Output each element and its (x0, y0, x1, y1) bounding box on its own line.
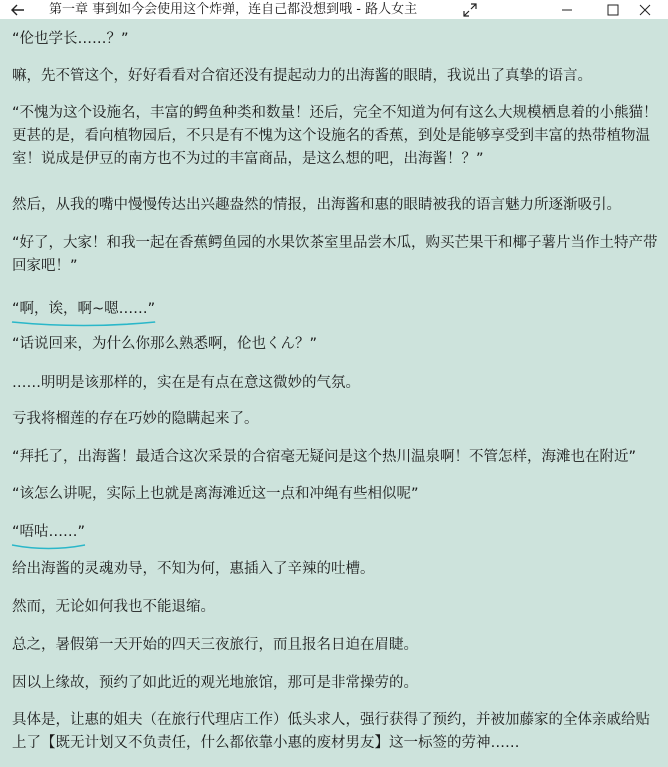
paragraph: 然而，无论如何我也不能退缩。 (12, 599, 215, 615)
paragraph: “拜托了，出海酱！最适合这次采景的合宿毫无疑问是这个热川温泉啊！不管怎样，海滩也在附近” (12, 449, 637, 465)
paragraph: 总之，暑假第一天开始的四天三夜旅行，而且报名日迫在眉睫。 (12, 637, 418, 653)
paragraph: “不愧为这个设施名，丰富的鳄鱼种类和数量！还后，完全不知道为何有这么大规模栖息着的小熊猫！更甚的是，看向植物园后，不只是有不愧为这个设施名的香蕉，到处是能够享受到丰富的热带植物温室！说成是伊豆的南方也不为过的丰富商品，是这么想的吧，出海酱！？” (12, 105, 658, 167)
paragraph-highlighted (12, 521, 662, 544)
highlighted-text[interactable] (12, 521, 85, 544)
close-button[interactable] (622, 0, 668, 19)
arrow-left-icon (11, 4, 25, 16)
back-button[interactable] (0, 0, 36, 19)
paragraph-highlighted (12, 298, 662, 321)
paragraph: “伦也学长……？” (12, 31, 129, 47)
highlight-underline (12, 320, 155, 328)
paragraph: “话说回来，为什么你那么熟悉啊，伦也くん？” (12, 336, 318, 352)
paragraph: 具体是，让惠的姐夫（在旅行代理店工作）低头求人，强行获得了预约，并被加藤家的全体亲戚给贴上了【既无计划又不负责任，什么都依靠小惠的废材男友】这一标签的劳神…… (12, 712, 650, 751)
window-title: 第一章 事到如今会使用这个炸弹，连自己都没想到哦 - 路人女主 (49, 2, 418, 17)
title-bar (0, 0, 668, 19)
expand-button[interactable] (461, 0, 479, 19)
minimize-button[interactable] (544, 0, 590, 19)
highlighted-text[interactable] (12, 298, 155, 321)
paragraph: 亏我将榴莲的存在巧妙的隐瞒起来了。 (12, 411, 259, 427)
highlight-underline (12, 543, 85, 551)
paragraph: “该怎么讲呢，实际上也就是离海滩近这一点和冲绳有些相似呢” (12, 486, 419, 502)
paragraph: 嘛，先不管这个，好好看看对合宿还没有提起动力的出海酱的眼睛，我说出了真挚的语言。 (12, 68, 592, 84)
paragraph: 然后，从我的嘴中慢慢传达出兴趣盎然的情报，出海酱和惠的眼睛被我的语言魅力所逐渐吸引。 (12, 197, 621, 213)
highlight-text: “啊，诶，啊~嗯……” (12, 301, 156, 317)
paragraph: “好了，大家！和我一起在香蕉鳄鱼园的水果饮茶室里品尝木瓜，购买芒果干和椰子薯片当作土特产带回家吧！” (12, 235, 658, 274)
expand-icon (463, 3, 477, 17)
paragraph: 给出海酱的灵魂劝导，不知为何，惠插入了辛辣的吐槽。 (12, 561, 375, 577)
paragraph: 因以上缘故，预约了如此近的观光地旅馆，那可是非常操劳的。 (12, 675, 418, 691)
close-icon (639, 4, 651, 16)
maximize-icon (607, 4, 619, 16)
paragraph: ……明明是该那样的，实在是有点在意这微妙的气氛。 (12, 375, 360, 391)
highlight-text: “唔咕……” (12, 524, 86, 540)
minimize-icon (561, 4, 573, 16)
